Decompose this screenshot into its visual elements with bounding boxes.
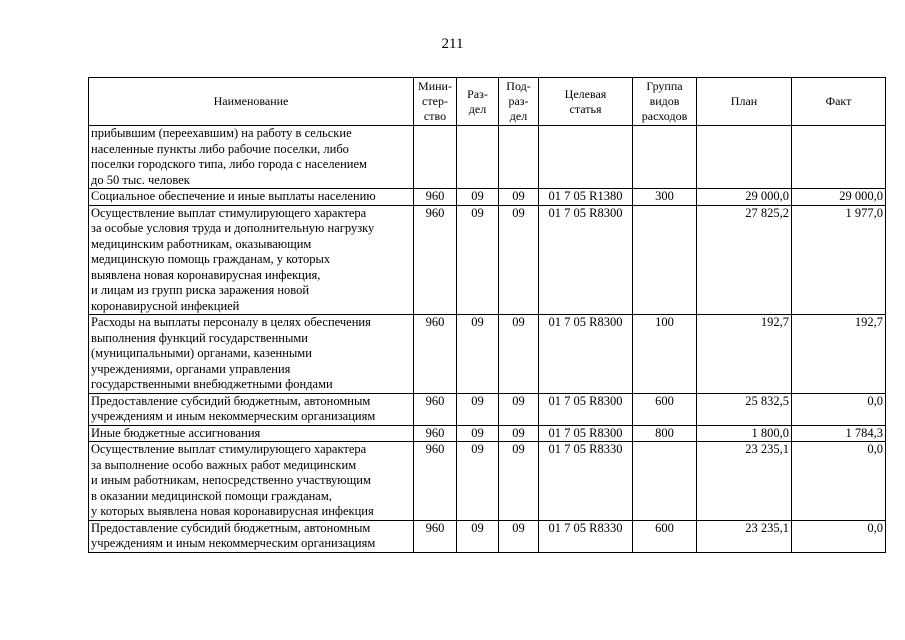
- cell-fact: 192,7: [792, 315, 886, 394]
- cell-target: 01 7 05 R8330: [539, 442, 633, 521]
- cell-ministry: 960: [414, 315, 457, 394]
- cell-name: Социальное обеспечение и иные выплаты населению: [89, 189, 414, 206]
- cell-ministry: 960: [414, 425, 457, 442]
- cell-section: [457, 126, 499, 189]
- table-row: [89, 315, 886, 394]
- header-ministry: Мини- стер- ство: [414, 78, 457, 126]
- cell-expense-group: 600: [633, 520, 697, 552]
- header-expense-group: Группа видов расходов: [633, 78, 697, 126]
- cell-section: 09: [457, 315, 499, 394]
- table-row: [89, 189, 886, 206]
- cell-fact: [792, 126, 886, 189]
- cell-section: 09: [457, 442, 499, 521]
- cell-fact: 0,0: [792, 442, 886, 521]
- table-row: [89, 126, 886, 189]
- cell-ministry: [414, 126, 457, 189]
- cell-subsection: 09: [499, 315, 539, 394]
- cell-target: 01 7 05 R8330: [539, 520, 633, 552]
- table-row: [89, 205, 886, 315]
- cell-plan: 29 000,0: [697, 189, 792, 206]
- table-row: [89, 442, 886, 521]
- cell-fact: 0,0: [792, 520, 886, 552]
- header-plan: План: [697, 78, 792, 126]
- cell-expense-group: [633, 126, 697, 189]
- cell-ministry: 960: [414, 442, 457, 521]
- cell-name: Предоставление субсидий бюджетным, автономным учреждениям и иным некоммерческим организациям: [89, 393, 414, 425]
- table-row: [89, 520, 886, 552]
- cell-name: Иные бюджетные ассигнования: [89, 425, 414, 442]
- cell-subsection: 09: [499, 520, 539, 552]
- cell-ministry: 960: [414, 393, 457, 425]
- cell-expense-group: 800: [633, 425, 697, 442]
- cell-target: 01 7 05 R1380: [539, 189, 633, 206]
- header-section: Раз- дел: [457, 78, 499, 126]
- table-row: [89, 393, 886, 425]
- cell-expense-group: 600: [633, 393, 697, 425]
- cell-plan: 1 800,0: [697, 425, 792, 442]
- cell-fact: 1 784,3: [792, 425, 886, 442]
- header-subsection: Под- раз- дел: [499, 78, 539, 126]
- cell-plan: 23 235,1: [697, 520, 792, 552]
- cell-target: [539, 126, 633, 189]
- cell-name: Предоставление субсидий бюджетным, автономным учреждениям и иным некоммерческим организациям: [89, 520, 414, 552]
- cell-ministry: 960: [414, 205, 457, 315]
- cell-fact: 29 000,0: [792, 189, 886, 206]
- cell-target: 01 7 05 R8300: [539, 205, 633, 315]
- cell-subsection: [499, 126, 539, 189]
- cell-subsection: 09: [499, 189, 539, 206]
- cell-section: 09: [457, 520, 499, 552]
- table-row: [89, 425, 886, 442]
- cell-section: 09: [457, 205, 499, 315]
- cell-plan: [697, 126, 792, 189]
- cell-target: 01 7 05 R8300: [539, 393, 633, 425]
- cell-section: 09: [457, 189, 499, 206]
- cell-plan: 192,7: [697, 315, 792, 394]
- header-fact: Факт: [792, 78, 886, 126]
- cell-name: Осуществление выплат стимулирующего характера за выполнение особо важных работ медицинским и иным работникам, непосредственно участвующим в оказании медицинской помощи гражданам, у которых выявлена новая коронавирусная инфекция: [89, 442, 414, 521]
- cell-target: 01 7 05 R8300: [539, 315, 633, 394]
- page-number: 211: [441, 36, 464, 52]
- cell-fact: 0,0: [792, 393, 886, 425]
- cell-name: Расходы на выплаты персоналу в целях обеспечения выполнения функций государственными (муниципальными) органами, казенными учреждениями, органами управления государственными внебюджетными фондами: [89, 315, 414, 394]
- cell-name: прибывшим (переехавшим) на работу в сельские населенные пункты либо рабочие поселки, либо поселки городского типа, либо города с населением до 50 тыс. человек: [89, 126, 414, 189]
- cell-section: 09: [457, 425, 499, 442]
- cell-section: 09: [457, 393, 499, 425]
- cell-expense-group: [633, 442, 697, 521]
- cell-name: Осуществление выплат стимулирующего характера за особые условия труда и дополнительную нагрузку медицинским работникам, оказывающим медицинскую помощь гражданам, у которых выявлена новая коронавирусная инфекция, и лицам из групп риска заражения новой коронавирусной инфекцией: [89, 205, 414, 315]
- header-name: Наименование: [89, 78, 414, 126]
- cell-plan: 27 825,2: [697, 205, 792, 315]
- cell-subsection: 09: [499, 442, 539, 521]
- cell-expense-group: [633, 205, 697, 315]
- cell-target: 01 7 05 R8300: [539, 425, 633, 442]
- budget-table: [88, 77, 886, 553]
- cell-plan: 25 832,5: [697, 393, 792, 425]
- cell-plan: 23 235,1: [697, 442, 792, 521]
- cell-expense-group: 100: [633, 315, 697, 394]
- cell-fact: 1 977,0: [792, 205, 886, 315]
- table-header-row: [89, 78, 886, 126]
- cell-subsection: 09: [499, 425, 539, 442]
- cell-subsection: 09: [499, 393, 539, 425]
- cell-subsection: 09: [499, 205, 539, 315]
- header-target: Целевая статья: [539, 78, 633, 126]
- cell-expense-group: 300: [633, 189, 697, 206]
- cell-ministry: 960: [414, 520, 457, 552]
- cell-ministry: 960: [414, 189, 457, 206]
